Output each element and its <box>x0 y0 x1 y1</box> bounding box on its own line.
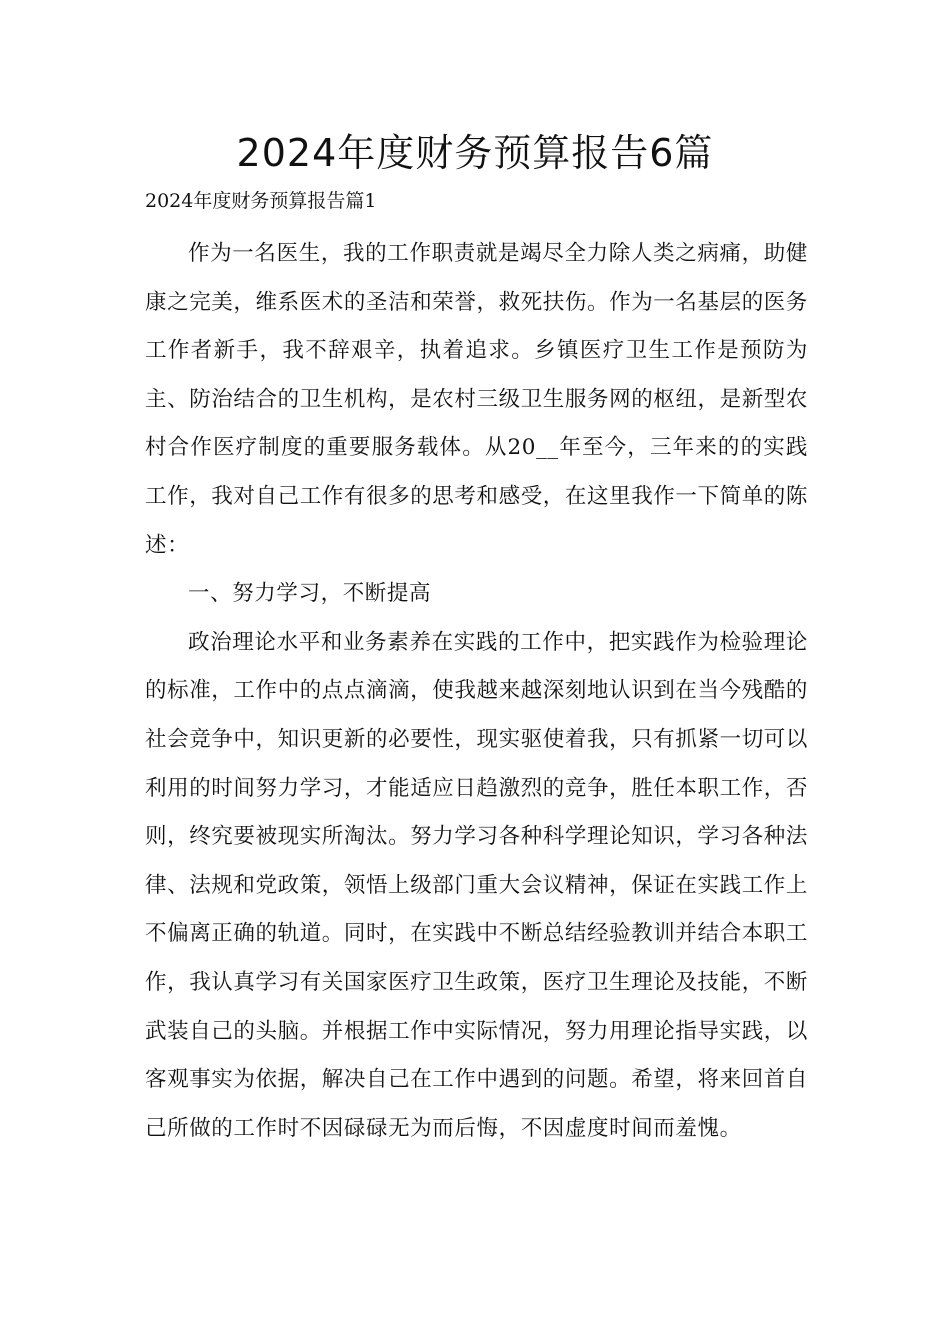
paragraph-intro: 作为一名医生，我的工作职责就是竭尽全力除人类之病痛，助健康之完美，维系医术的圣洁和荣誉，救死扶伤。作为一名基层的医务工作者新手，我不辞艰辛，执着追求。乡镇医疗卫生工作是预防为主、防治结合的卫生机构，是农村三级卫生服务网的枢纽，是新型农村合作医疗制度的重要服务载体。从20__年至今，三年来的的实践工作，我对自己工作有很多的思考和感受，在这里我作一下简单的陈述： <box>145 241 809 558</box>
document-title: 2024年度财务预算报告6篇 <box>236 131 714 175</box>
paragraph-study: 政治理论水平和业务素养在实践的工作中，把实践作为检验理论的标准，工作中的点点滴滴，使我越来越深刻地认识到在当今残酷的社会竞争中，知识更新的必要性，现实驱使着我，只有抓紧一切可以利用的时间努力学习，才能适应日趋激烈的竞争，胜任本职工作，否则，终究要被现实所淘汰。努力学习各种科学理论知识，学习各种法律、法规和党政策，领悟上级部门重大会议精神，保证在实践工作上不偏离正确的轨道。同时，在实践中不断总结经验教训并结合本职工作，我认真学习有关国家医疗卫生政策，医疗卫生理论及技能，不断武装自己的头脑。并根据工作中实际情况，努力用理论指导实践，以客观事实为依据，解决自己在工作中遇到的问题。希望，将来回首自己所做的工作时不因碌碌无为而后悔，不因虚度时间而羞愧。 <box>145 629 809 1141</box>
paragraph-heading-study: 一、努力学习，不断提高 <box>188 581 432 607</box>
document-body <box>145 230 808 1153</box>
section-heading: 2024年度财务预算报告篇1 <box>145 190 377 212</box>
